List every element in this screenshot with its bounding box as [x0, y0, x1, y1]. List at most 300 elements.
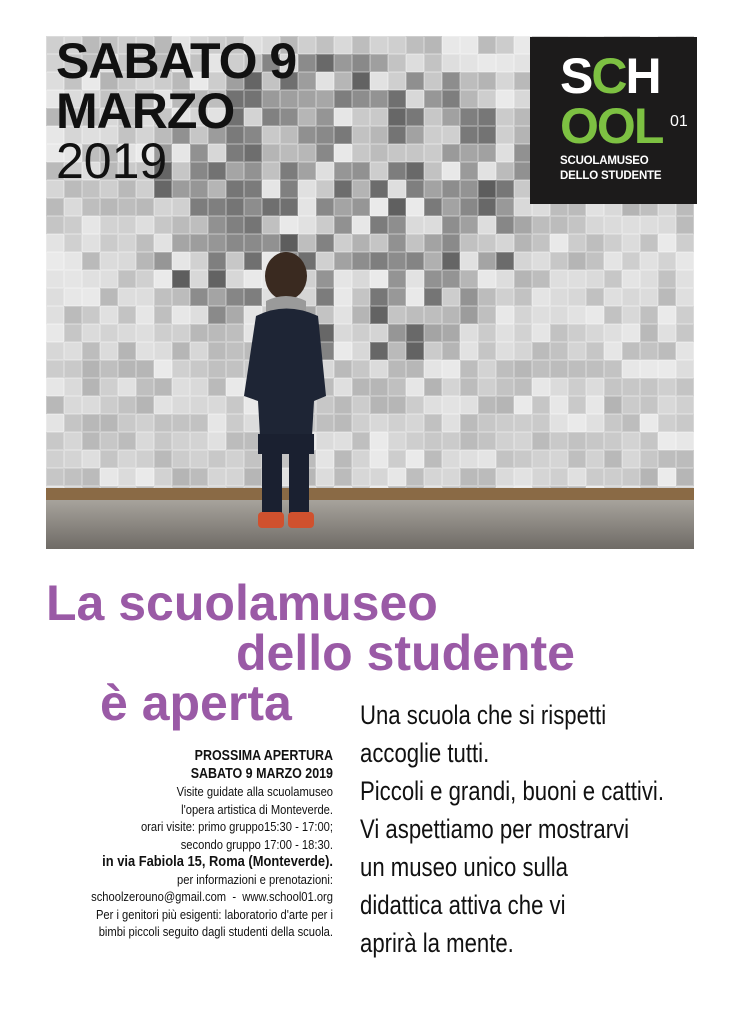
mosaic-tile	[622, 378, 640, 396]
mosaic-tile	[370, 288, 388, 306]
mosaic-tile	[622, 396, 640, 414]
mosaic-tile	[478, 162, 496, 180]
mosaic-tile	[334, 54, 352, 72]
mosaic-tile	[118, 468, 136, 486]
mosaic-tile	[154, 432, 172, 450]
mosaic-tile	[442, 180, 460, 198]
mosaic-tile	[658, 306, 676, 324]
mosaic-tile	[154, 468, 172, 486]
mosaic-tile	[388, 234, 406, 252]
mosaic-tile	[280, 198, 298, 216]
mosaic-tile	[442, 144, 460, 162]
mosaic-tile	[100, 396, 118, 414]
mosaic-tile	[370, 360, 388, 378]
logo-sub1: SCUOLAMUSEO	[560, 155, 649, 167]
mosaic-tile	[100, 198, 118, 216]
mosaic-tile	[658, 414, 676, 432]
mosaic-tile	[496, 450, 514, 468]
mosaic-tile	[424, 342, 442, 360]
logo-sub2: DELLO STUDENTE	[560, 170, 662, 182]
mosaic-tile	[586, 216, 604, 234]
mosaic-tile	[370, 216, 388, 234]
mosaic-tile	[424, 54, 442, 72]
mosaic-tile	[352, 414, 370, 432]
mosaic-tile	[424, 468, 442, 486]
mosaic-tile	[370, 90, 388, 108]
mosaic-tile	[460, 126, 478, 144]
mosaic-tile	[622, 288, 640, 306]
mosaic-tile	[334, 450, 352, 468]
mosaic-tile	[118, 216, 136, 234]
mosaic-tile	[46, 360, 64, 378]
child-figure	[234, 246, 334, 531]
mosaic-tile	[586, 468, 604, 486]
mosaic-tile	[334, 414, 352, 432]
mosaic-tile	[334, 162, 352, 180]
mosaic-tile	[622, 342, 640, 360]
mosaic-tile	[604, 396, 622, 414]
mosaic-tile	[442, 270, 460, 288]
mosaic-tile	[46, 468, 64, 486]
mosaic-tile	[280, 216, 298, 234]
mosaic-tile	[496, 432, 514, 450]
info-line: l'opera artistica di Monteverde.	[181, 801, 333, 817]
mosaic-tile	[478, 180, 496, 198]
mosaic-tile	[172, 342, 190, 360]
mosaic-tile	[478, 108, 496, 126]
mosaic-tile	[478, 72, 496, 90]
mosaic-tile	[550, 378, 568, 396]
mosaic-tile	[352, 36, 370, 54]
mosaic-tile	[424, 288, 442, 306]
mosaic-tile	[532, 234, 550, 252]
event-date	[56, 33, 297, 189]
mosaic-tile	[370, 144, 388, 162]
mosaic-tile	[298, 36, 316, 54]
mosaic-tile	[208, 198, 226, 216]
mosaic-tile	[406, 306, 424, 324]
mosaic-tile	[190, 396, 208, 414]
mosaic-tile	[136, 342, 154, 360]
mosaic-tile	[406, 324, 424, 342]
mosaic-tile	[136, 468, 154, 486]
mosaic-tile	[154, 198, 172, 216]
mosaic-tile	[298, 216, 316, 234]
mosaic-tile	[334, 360, 352, 378]
mosaic-tile	[136, 252, 154, 270]
mosaic-tile	[496, 234, 514, 252]
mosaic-tile	[46, 216, 64, 234]
mosaic-tile	[424, 198, 442, 216]
mosaic-tile	[676, 468, 694, 486]
mosaic-tile	[424, 252, 442, 270]
mosaic-tile	[154, 252, 172, 270]
mosaic-tile	[550, 216, 568, 234]
mosaic-tile	[190, 450, 208, 468]
mosaic-tile	[496, 378, 514, 396]
mosaic-tile	[154, 216, 172, 234]
mosaic-tile	[640, 414, 658, 432]
mosaic-tile	[208, 414, 226, 432]
mosaic-tile	[442, 54, 460, 72]
mosaic-tile	[604, 288, 622, 306]
info-extra: Per i genitori più esigenti: laboratorio d'arte per i	[95, 906, 333, 922]
floor	[46, 500, 694, 549]
mosaic-tile	[352, 324, 370, 342]
mosaic-tile	[496, 288, 514, 306]
mosaic-tile	[460, 216, 478, 234]
mosaic-tile	[406, 270, 424, 288]
mosaic-tile	[514, 450, 532, 468]
mosaic-tile	[370, 162, 388, 180]
mosaic-tile	[532, 252, 550, 270]
mosaic-tile	[46, 342, 64, 360]
mosaic-tile	[424, 360, 442, 378]
mosaic-tile	[370, 432, 388, 450]
mosaic-tile	[640, 216, 658, 234]
mosaic-tile	[136, 270, 154, 288]
mosaic-tile	[514, 288, 532, 306]
mosaic-tile	[640, 270, 658, 288]
mosaic-tile	[406, 468, 424, 486]
mosaic-tile	[370, 72, 388, 90]
mosaic-tile	[334, 90, 352, 108]
mosaic-tile	[334, 468, 352, 486]
mosaic-tile	[136, 378, 154, 396]
mosaic-tile	[298, 198, 316, 216]
info-extra: bimbi piccoli seguito dagli studenti della scuola.	[98, 924, 334, 939]
mosaic-tile	[64, 306, 82, 324]
mosaic-tile	[460, 144, 478, 162]
mosaic-tile	[658, 270, 676, 288]
mosaic-tile	[550, 468, 568, 486]
mosaic-tile	[622, 324, 640, 342]
mosaic-tile	[442, 324, 460, 342]
mosaic-tile	[82, 432, 100, 450]
mosaic-tile	[388, 72, 406, 90]
mosaic-tile	[46, 396, 64, 414]
mosaic-tile	[118, 252, 136, 270]
mosaic-tile	[640, 468, 658, 486]
mosaic-tile	[388, 54, 406, 72]
mosaic-tile	[442, 234, 460, 252]
mosaic-tile	[460, 414, 478, 432]
mosaic-tile	[406, 162, 424, 180]
mosaic-tile	[82, 378, 100, 396]
mosaic-tile	[496, 252, 514, 270]
mosaic-tile	[514, 414, 532, 432]
mosaic-tile	[586, 414, 604, 432]
mosaic-tile	[586, 396, 604, 414]
mosaic-tile	[46, 414, 64, 432]
mosaic-tile	[100, 450, 118, 468]
mosaic-tile	[442, 396, 460, 414]
mosaic-tile	[676, 432, 694, 450]
intro-line: Vi aspettiamo per mostrarvi	[360, 814, 630, 844]
mosaic-tile	[514, 324, 532, 342]
mosaic-tile	[370, 108, 388, 126]
mosaic-tile	[154, 306, 172, 324]
intro-line: un museo unico sulla	[360, 852, 568, 882]
mosaic-tile	[640, 360, 658, 378]
mosaic-tile	[640, 396, 658, 414]
mosaic-tile	[478, 414, 496, 432]
mosaic-tile	[460, 162, 478, 180]
mosaic-tile	[388, 468, 406, 486]
mosaic-tile	[478, 144, 496, 162]
mosaic-tile	[424, 162, 442, 180]
mosaic-tile	[136, 234, 154, 252]
mosaic-tile	[478, 468, 496, 486]
mosaic-tile	[496, 360, 514, 378]
mosaic-tile	[352, 216, 370, 234]
mosaic-tile	[406, 144, 424, 162]
mosaic-tile	[442, 468, 460, 486]
mosaic-tile	[352, 198, 370, 216]
intro-line: Piccoli e grandi, buoni e cattivi.	[360, 776, 664, 806]
mosaic-tile	[172, 252, 190, 270]
mosaic-tile	[442, 90, 460, 108]
mosaic-tile	[406, 72, 424, 90]
mosaic-tile	[478, 396, 496, 414]
mosaic-tile	[46, 288, 64, 306]
logo-row1: SCH	[560, 48, 660, 104]
mosaic-tile	[190, 270, 208, 288]
mosaic-tile	[352, 180, 370, 198]
mosaic-tile	[478, 450, 496, 468]
mosaic-tile	[406, 108, 424, 126]
mosaic-tile	[388, 198, 406, 216]
info-line: secondo gruppo 17:00 - 18:30.	[180, 836, 333, 852]
mosaic-tile	[136, 396, 154, 414]
mosaic-tile	[442, 216, 460, 234]
mosaic-tile	[190, 414, 208, 432]
mosaic-tile	[568, 234, 586, 252]
mosaic-tile	[460, 360, 478, 378]
mosaic-tile	[100, 468, 118, 486]
mosaic-tile	[334, 324, 352, 342]
mosaic-tile	[604, 270, 622, 288]
mosaic-tile	[406, 432, 424, 450]
mosaic-tile	[388, 270, 406, 288]
mosaic-tile	[352, 252, 370, 270]
mosaic-tile	[64, 414, 82, 432]
mosaic-tile	[388, 378, 406, 396]
mosaic-tile	[676, 288, 694, 306]
event-info	[0, 748, 333, 941]
mosaic-tile	[604, 432, 622, 450]
mosaic-tile	[532, 378, 550, 396]
mosaic-tile	[604, 342, 622, 360]
mosaic-tile	[334, 216, 352, 234]
mosaic-tile	[658, 432, 676, 450]
mosaic-tile	[100, 360, 118, 378]
mosaic-tile	[190, 468, 208, 486]
mosaic-tile	[496, 324, 514, 342]
mosaic-tile	[118, 270, 136, 288]
mosaic-tile	[676, 360, 694, 378]
mosaic-tile	[352, 306, 370, 324]
mosaic-tile	[424, 414, 442, 432]
mosaic-tile	[658, 468, 676, 486]
mosaic-tile	[352, 126, 370, 144]
mosaic-tile	[46, 450, 64, 468]
mosaic-tile	[478, 360, 496, 378]
mosaic-tile	[388, 342, 406, 360]
mosaic-tile	[118, 414, 136, 432]
mosaic-tile	[586, 378, 604, 396]
mosaic-tile	[604, 414, 622, 432]
mosaic-tile	[550, 342, 568, 360]
mosaic-tile	[82, 270, 100, 288]
mosaic-tile	[478, 306, 496, 324]
mosaic-tile	[568, 432, 586, 450]
mosaic-tile	[154, 234, 172, 252]
mosaic-tile	[460, 288, 478, 306]
mosaic-tile	[478, 198, 496, 216]
mosaic-tile	[208, 216, 226, 234]
mosaic-tile	[658, 360, 676, 378]
mosaic-tile	[352, 54, 370, 72]
mosaic-tile	[460, 234, 478, 252]
mosaic-tile	[442, 342, 460, 360]
mosaic-tile	[370, 468, 388, 486]
mosaic-tile	[496, 54, 514, 72]
mosaic-tile	[640, 432, 658, 450]
baseboard	[46, 488, 694, 500]
mosaic-tile	[370, 396, 388, 414]
mosaic-tile	[154, 414, 172, 432]
mosaic-tile	[514, 342, 532, 360]
mosaic-tile	[208, 234, 226, 252]
mosaic-tile	[460, 180, 478, 198]
mosaic-tile	[676, 270, 694, 288]
mosaic-tile	[478, 378, 496, 396]
mosaic-tile	[334, 126, 352, 144]
mosaic-tile	[118, 234, 136, 252]
mosaic-tile	[478, 216, 496, 234]
mosaic-tile	[586, 360, 604, 378]
mosaic-tile	[640, 324, 658, 342]
mosaic-tile	[334, 234, 352, 252]
mosaic-tile	[676, 342, 694, 360]
mosaic-tile	[172, 306, 190, 324]
mosaic-tile	[82, 216, 100, 234]
mosaic-tile	[136, 432, 154, 450]
mosaic-tile	[406, 216, 424, 234]
mosaic-tile	[424, 432, 442, 450]
mosaic-tile	[568, 468, 586, 486]
mosaic-tile	[334, 72, 352, 90]
mosaic-tile	[172, 360, 190, 378]
mosaic-tile	[388, 216, 406, 234]
mosaic-tile	[370, 198, 388, 216]
info-title: PROSSIMA APERTURA	[194, 748, 333, 764]
mosaic-tile	[406, 54, 424, 72]
mosaic-tile	[316, 36, 334, 54]
mosaic-tile	[514, 468, 532, 486]
mosaic-tile	[118, 396, 136, 414]
mosaic-tile	[424, 216, 442, 234]
mosaic-tile	[388, 144, 406, 162]
mosaic-tile	[406, 36, 424, 54]
mosaic-tile	[568, 288, 586, 306]
mosaic-tile	[352, 342, 370, 360]
mosaic-tile	[640, 234, 658, 252]
mosaic-tile	[154, 450, 172, 468]
mosaic-tile	[352, 378, 370, 396]
mosaic-tile	[478, 342, 496, 360]
mosaic-tile	[460, 324, 478, 342]
mosaic-tile	[622, 306, 640, 324]
mosaic-tile	[64, 234, 82, 252]
mosaic-tile	[658, 324, 676, 342]
mosaic-tile	[388, 288, 406, 306]
mosaic-tile	[172, 396, 190, 414]
mosaic-tile	[388, 126, 406, 144]
mosaic-tile	[658, 396, 676, 414]
mosaic-tile	[118, 324, 136, 342]
mosaic-tile	[640, 288, 658, 306]
mosaic-tile	[172, 324, 190, 342]
mosaic-tile	[370, 54, 388, 72]
mosaic-tile	[442, 108, 460, 126]
mosaic-tile	[586, 450, 604, 468]
mosaic-tile	[208, 450, 226, 468]
mosaic-tile	[82, 342, 100, 360]
mosaic-tile	[496, 396, 514, 414]
mosaic-tile	[190, 324, 208, 342]
mosaic-tile	[406, 414, 424, 432]
mosaic-tile	[550, 360, 568, 378]
mosaic-tile	[208, 360, 226, 378]
mosaic-tile	[604, 360, 622, 378]
mosaic-tile	[64, 450, 82, 468]
info-line: orari visite: primo gruppo15:30 - 17:00;	[140, 819, 333, 834]
mosaic-tile	[118, 450, 136, 468]
mosaic-tile	[424, 108, 442, 126]
mosaic-tile	[46, 198, 64, 216]
mosaic-tile	[658, 234, 676, 252]
mosaic-tile	[370, 180, 388, 198]
mosaic-tile	[586, 306, 604, 324]
mosaic-tile	[496, 90, 514, 108]
mosaic-tile	[82, 306, 100, 324]
mosaic-tile	[604, 234, 622, 252]
mosaic-tile	[334, 432, 352, 450]
mosaic-tile	[208, 378, 226, 396]
mosaic-tile	[442, 306, 460, 324]
mosaic-tile	[244, 216, 262, 234]
mosaic-tile	[298, 180, 316, 198]
info-line: Visite guidate alla scuolamuseo	[176, 784, 333, 799]
mosaic-tile	[370, 270, 388, 288]
mosaic-tile	[658, 378, 676, 396]
date-month: MARZO	[56, 83, 235, 139]
mosaic-tile	[334, 252, 352, 270]
mosaic-tile	[352, 108, 370, 126]
mosaic-tile	[658, 288, 676, 306]
mosaic-tile	[46, 270, 64, 288]
mosaic-tile	[370, 234, 388, 252]
mosaic-tile	[496, 36, 514, 54]
mosaic-tile	[226, 216, 244, 234]
mosaic-tile	[82, 234, 100, 252]
mosaic-tile	[676, 234, 694, 252]
mosaic-tile	[190, 378, 208, 396]
mosaic-tile	[154, 270, 172, 288]
mosaic-tile	[640, 378, 658, 396]
